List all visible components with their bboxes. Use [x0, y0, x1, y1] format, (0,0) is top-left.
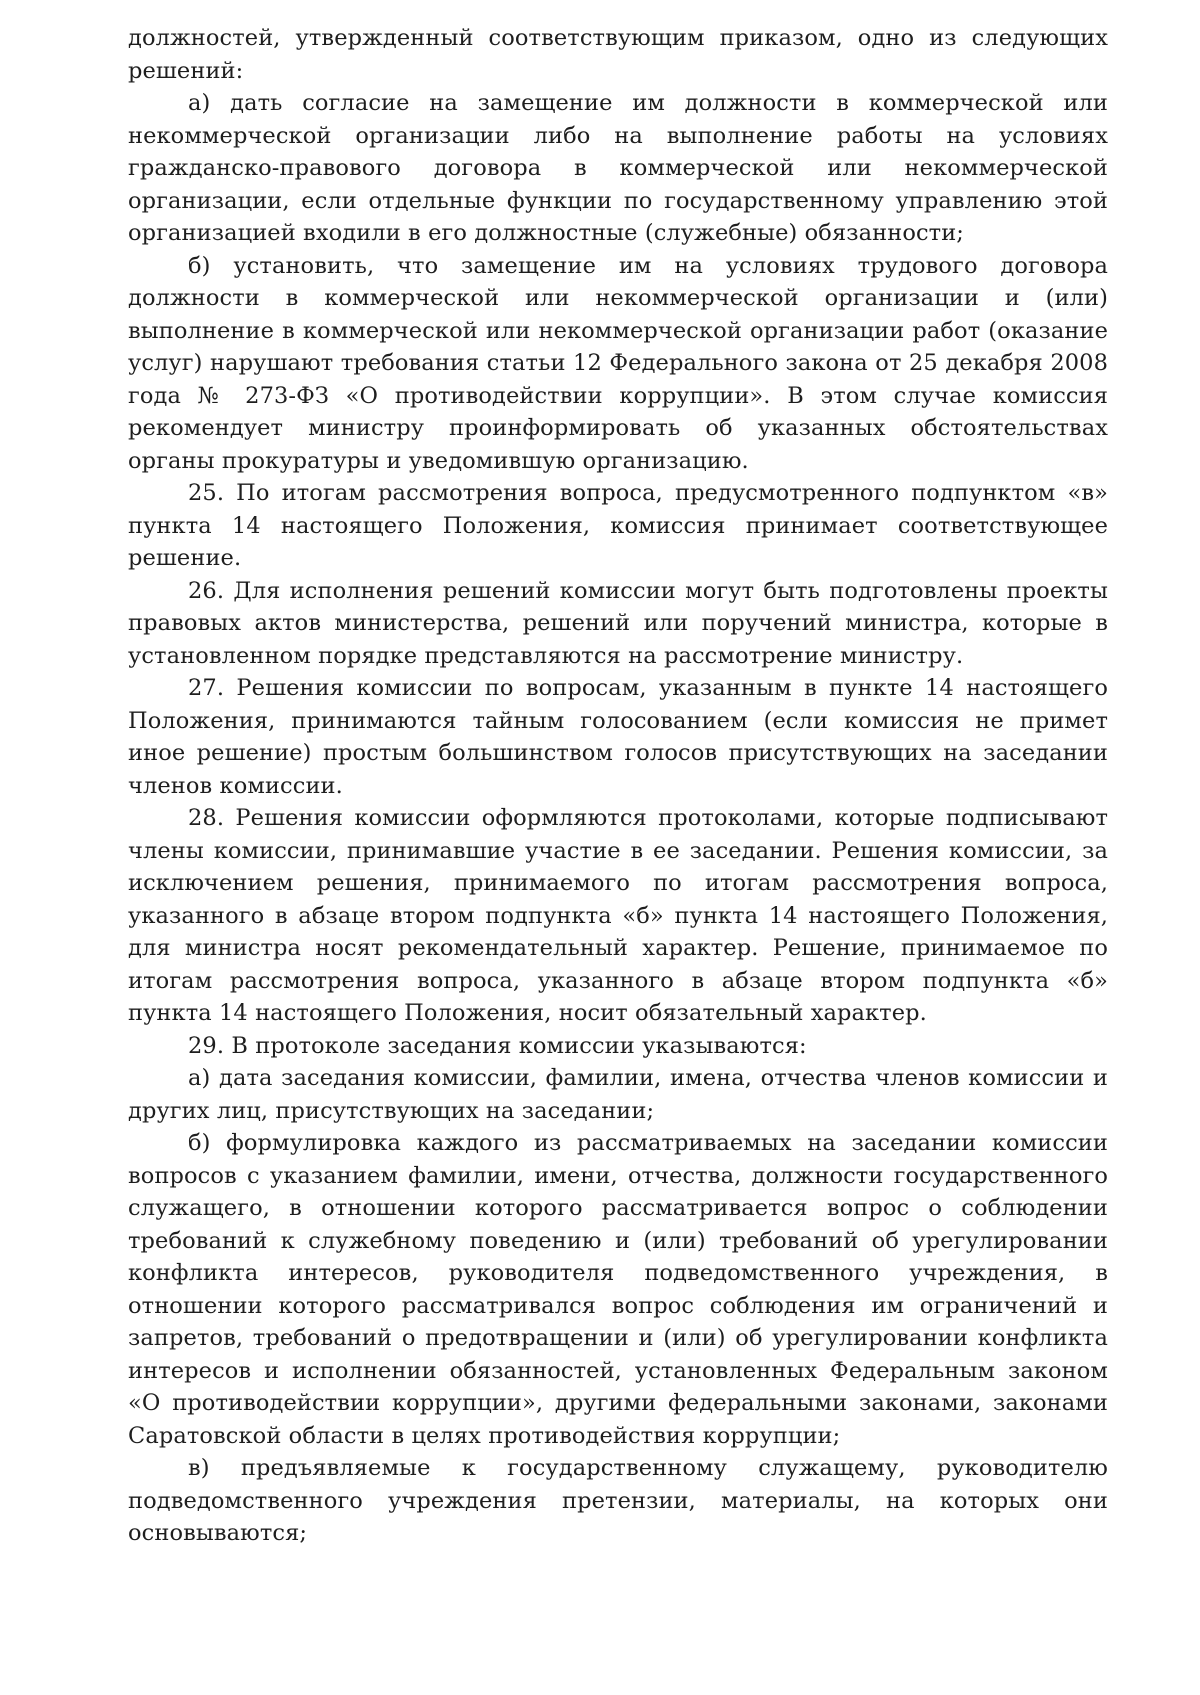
paragraph-item-28: 28. Решения комиссии оформляются протоколами, которые подписывают члены комиссии, принимавшие участие в ее заседании. Решения комиссии, за исключением решения, принимаемого по итогам рассмотрения вопроса, указанного в абзаце втором подпункта «б» пункта 14 настоящего Положения, для министра носят рекомендательный характер. Решение, принимаемое по итогам рассмотрения вопроса, указанного в абзаце втором подпункта «б» пункта 14 настоящего Положения, носит обязательный характер.: [128, 805, 1108, 1026]
paragraph-item-27: 27. Решения комиссии по вопросам, указанным в пункте 14 настоящего Положения, принимаются тайным голосованием (если комиссия не примет иное решение) простым большинством голосов присутствующих на заседании членов комиссии.: [128, 675, 1108, 799]
paragraph-item-29-a: а) дата заседания комиссии, фамилии, имена, отчества членов комиссии и других лиц, присутствующих на заседании;: [128, 1065, 1108, 1124]
document-body: [128, 22, 1108, 1550]
paragraph-item-29-b: б) формулировка каждого из рассматриваемых на заседании комиссии вопросов с указанием фамилии, имени, отчества, должности государственного служащего, в отношении которого рассматривается вопрос о соблюдении требований к служебному поведению и (или) требований об урегулировании конфликта интересов, руководителя подведомственного учреждения, в отношении которого рассматривался вопрос соблюдения им ограничений и запретов, требований о предотвращении и (или) об урегулировании конфликта интересов и исполнении обязанностей, установленных Федеральным законом «О противодействии коррупции», другими федеральными законами, законами Саратовской области в целях противодействия коррупции;: [128, 1130, 1108, 1449]
paragraph-item-25: 25. По итогам рассмотрения вопроса, предусмотренного подпунктом «в» пункта 14 настоящего Положения, комиссия принимает соответствующее решение.: [128, 480, 1108, 571]
paragraph-continuation: должностей, утвержденный соответствующим приказом, одно из следующих решений:: [128, 25, 1108, 84]
paragraph-item-29: 29. В протоколе заседания комиссии указываются:: [188, 1032, 807, 1059]
paragraph-item-29-c: в) предъявляемые к государственному служащему, руководителю подведомственного учреждения претензии, материалы, на которых они основываются;: [128, 1455, 1108, 1546]
paragraph-subitem-a: а) дать согласие на замещение им должности в коммерческой или некоммерческой организации либо на выполнение работы на условиях гражданско-правового договора в коммерческой или некоммерческой организации, если отдельные функции по государственному управлению этой организацией входили в его должностные (служебные) обязанности;: [128, 90, 1108, 246]
paragraph-subitem-b: б) установить, что замещение им на условиях трудового договора должности в коммерческой или некоммерческой организации и (или) выполнение в коммерческой или некоммерческой организации работ (оказание услуг) нарушают требования статьи 12 Федерального закона от 25 декабря 2008 года № 273-ФЗ «О противодействии коррупции». В этом случае комиссия рекомендует министру проинформировать об указанных обстоятельствах органы прокуратуры и уведомившую организацию.: [128, 252, 1108, 474]
paragraph-item-26: 26. Для исполнения решений комиссии могут быть подготовлены проекты правовых актов министерства, решений или поручений министра, которые в установленном порядке представляются на рассмотрение министру.: [128, 577, 1108, 669]
